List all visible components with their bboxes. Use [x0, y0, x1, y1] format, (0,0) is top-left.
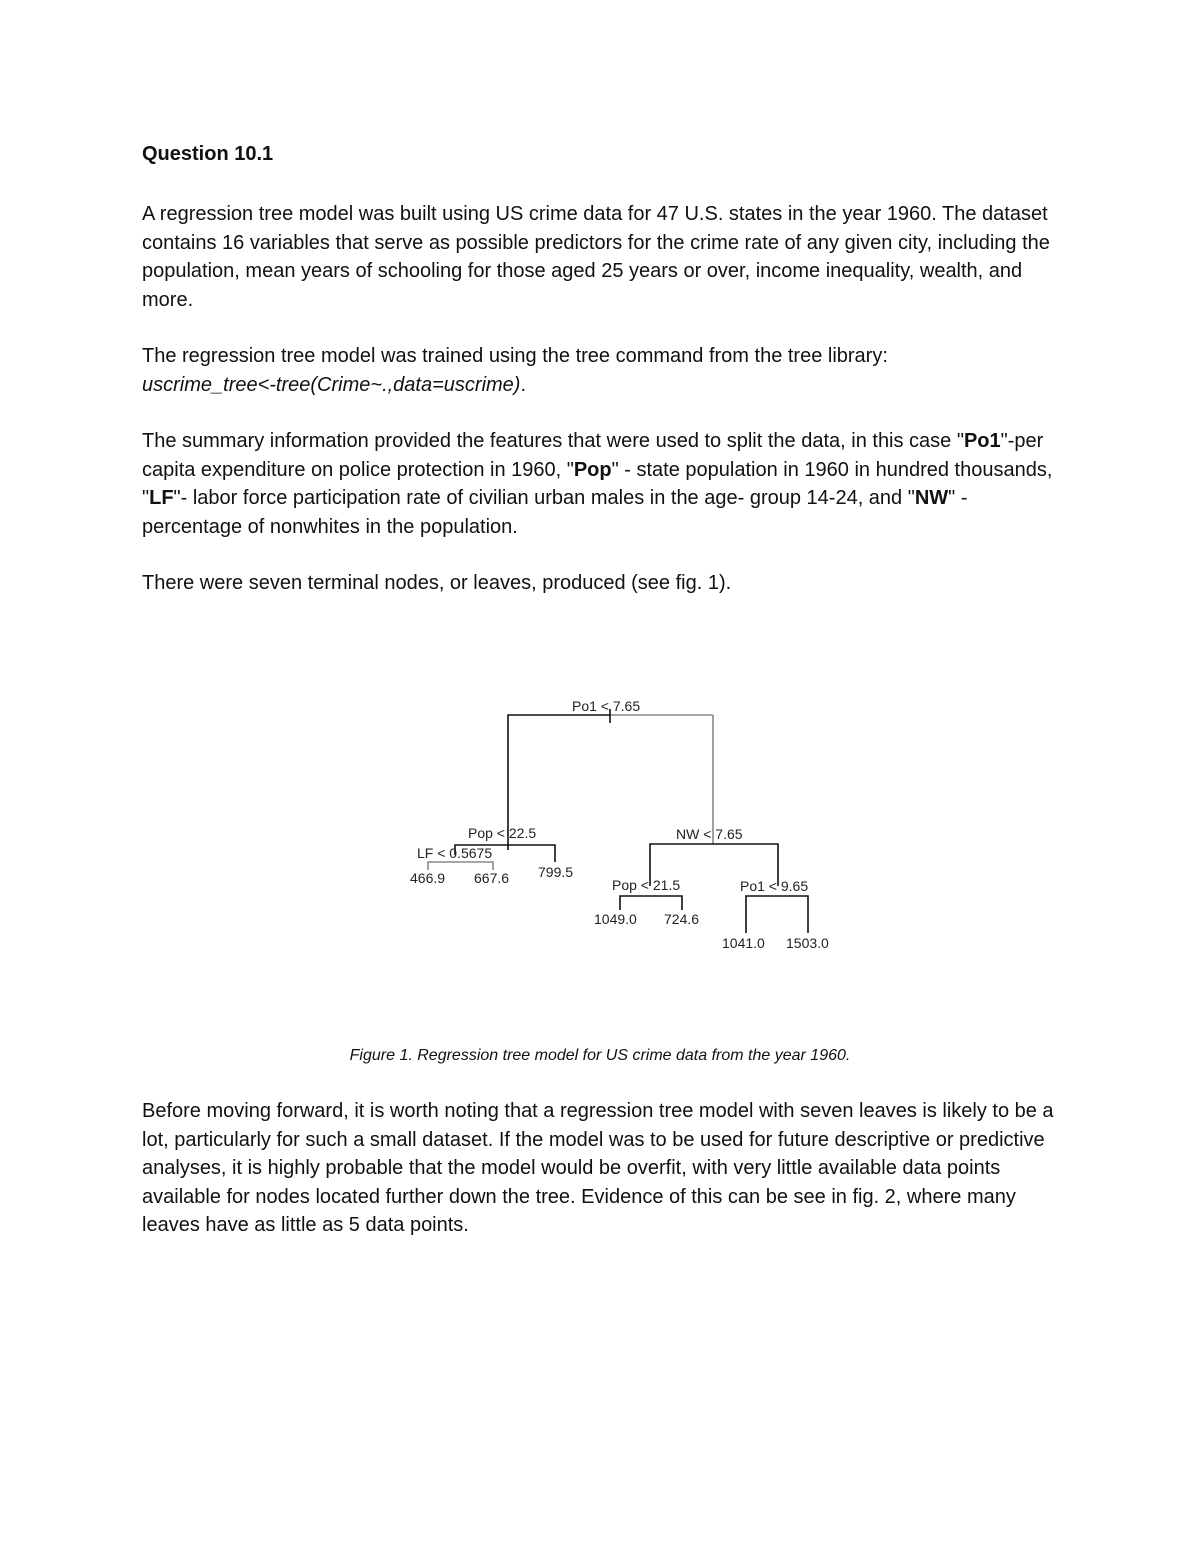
features-text-3: " - state population in 1960 in hundred thousands, "	[142, 458, 1053, 509]
figure-caption: Figure 1. Regression tree model for US crime data from the year 1960.	[349, 1047, 851, 1064]
leaf-2: 667.6	[474, 870, 510, 886]
node-right-split: NW < 7.65	[676, 826, 743, 842]
paragraph-features	[142, 427, 1062, 541]
features-text-5: " - percentage of nonwhites in the population.	[142, 487, 968, 538]
node-right-left-split: Pop < 21.5	[612, 877, 681, 893]
feature-pop: Pop	[573, 458, 612, 481]
leaf-1: 466.9	[410, 870, 446, 886]
node-right-right-split: Po1 < 9.65	[740, 878, 809, 894]
leaf-6: 1041.0	[722, 935, 765, 951]
training-text: The regression tree model was trained using the tree command from the tree library:	[142, 345, 888, 367]
leaf-3: 799.5	[538, 864, 574, 880]
leaf-5: 724.6	[664, 911, 700, 927]
node-left-split: Pop < 22.5	[468, 825, 537, 841]
paragraph-overfit: Before moving forward, it is worth noting that a regression tree model with seven leaves is likely to be a lot, particularly for such a small dataset. If the model was to be used for future descriptive or predictive analyses, it is highly probable that the model would be overfit, with very little available data points available for nodes located further down the tree. Evidence of this can be see in fig. 2, where many leaves have as little as 5 data points.	[142, 1100, 1054, 1236]
feature-po1: Po1	[963, 430, 1001, 452]
code-snippet: uscrime_tree<-tree(Crime~.,data=uscrime)	[142, 373, 521, 396]
features-text-1: The summary information provided the features that were used to split the data, in this case "	[142, 430, 964, 452]
document-lower	[142, 1097, 1062, 1268]
document-page	[142, 140, 1062, 626]
features-text-4: "- labor force participation rate of civilian urban males in the age- group 14-24, and "	[173, 487, 915, 509]
node-lf-split: LF < 0.5675	[417, 845, 493, 861]
regression-tree-figure	[395, 690, 855, 960]
leaf-4: 1049.0	[594, 911, 637, 927]
feature-lf: LF	[149, 487, 174, 509]
tree-edge-lf-split	[428, 862, 493, 870]
paragraph-leaves: There were seven terminal nodes, or leaves, produced (see fig. 1).	[142, 572, 732, 594]
tree-edge-po1965-split	[746, 896, 808, 933]
paragraph-training	[142, 342, 1062, 399]
leaf-7: 1503.0	[786, 935, 829, 951]
tree-edge-pop215-split	[620, 896, 682, 910]
node-root: Po1 < 7.65	[572, 698, 641, 714]
question-heading: Question 10.1	[142, 143, 274, 165]
training-end: .	[520, 373, 527, 396]
features-text-2: "-per capita expenditure on police protection in 1960, "	[142, 430, 1044, 481]
feature-nw: NW	[914, 487, 949, 509]
paragraph-intro: A regression tree model was built using US crime data for 47 U.S. states in the year 1960. The dataset contains 16 variables that serve as possible predictors for the crime rate of any given city, including the population, mean years of schooling for those aged 25 years or over, income inequality, wealth, and more.	[142, 203, 1050, 311]
